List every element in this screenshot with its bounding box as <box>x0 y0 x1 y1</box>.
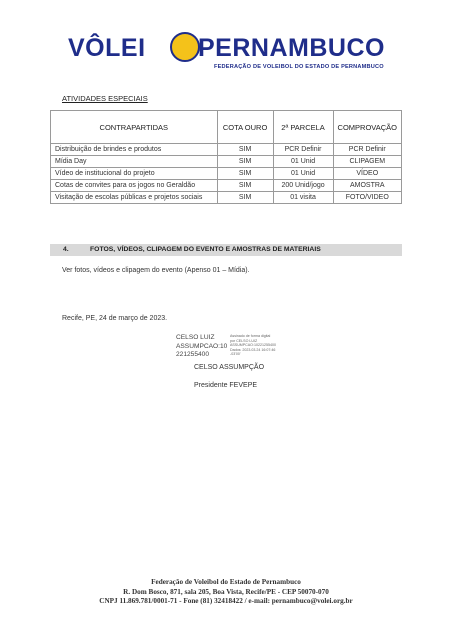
cell: 01 Unid <box>273 156 333 168</box>
table-row <box>51 144 402 156</box>
cell: SIM <box>217 192 273 204</box>
cell: Distribuição de brindes e produtos <box>51 144 218 156</box>
cell: CLIPAGEM <box>333 156 401 168</box>
place-date: Recife, PE, 24 de março de 2023. <box>62 315 168 322</box>
signature-name-line: ASSUMPCAO:10 <box>176 342 228 350</box>
page-footer <box>0 578 452 607</box>
federation-logo <box>62 28 392 76</box>
table-row <box>51 180 402 192</box>
logo-word-pernambuco: PERNAMBUCO <box>198 34 385 62</box>
cell: Visitação de escolas públicas e projetos sociais <box>51 192 218 204</box>
footer-line: CNPJ 11.869.781/0001-71 - Fone (81) 32418422 / e-mail: pernambuco@volei.org.br <box>99 597 353 605</box>
cell: PCR Definir <box>273 144 333 156</box>
signature-name-line: 221255400 <box>176 351 210 358</box>
cell: 01 visita <box>273 192 333 204</box>
cell: SIM <box>217 144 273 156</box>
section-4-title: FOTOS, VÍDEOS, CLIPAGEM DO EVENTO E AMOSTRAS DE MATERIAIS <box>90 246 321 253</box>
signature-meta-line: Dados: 2023.03.24 16:07:46 <box>230 347 276 352</box>
cell: SIM <box>217 168 273 180</box>
signature-meta-line: -03'00' <box>230 352 241 357</box>
signer-role: Presidente FEVEPE <box>194 382 258 389</box>
signature-meta-block <box>230 334 290 357</box>
header-contrapartidas: CONTRAPARTIDAS <box>51 111 218 144</box>
cell: FOTO/VIDEO <box>333 192 401 204</box>
header-cota-ouro: COTA OURO <box>217 111 273 144</box>
section-4-header <box>50 244 402 256</box>
table-row <box>51 192 402 204</box>
footer-line: Federação de Voleibol do Estado de Pernambuco <box>151 578 301 586</box>
body-text: Ver fotos, vídeos e clipagem do evento (Apenso 01 – Mídia). <box>62 267 250 274</box>
volleyball-icon <box>170 32 200 62</box>
section-4-number: 4. <box>63 246 69 253</box>
signature-meta-line: ASSUMPCAO:10221255400 <box>230 343 276 348</box>
cell: 200 Unid/jogo <box>273 180 333 192</box>
table-row <box>51 168 402 180</box>
cell: SIM <box>217 180 273 192</box>
logo-subtitle: FEDERAÇÃO DE VOLEIBOL DO ESTADO DE PERNAMBUCO <box>214 64 384 70</box>
footer-line: R. Dom Bosco, 871, sala 205, Boa Vista, Recife/PE - CEP 50070-070 <box>123 587 329 596</box>
cell: PCR Definir <box>333 144 401 156</box>
signature-name-line: CELSO LUIZ <box>176 334 215 341</box>
cell: AMOSTRA <box>333 180 401 192</box>
signature-name-block <box>176 334 227 360</box>
header-parcela: 2ª PARCELA <box>273 111 333 144</box>
contrapartidas-table <box>50 110 402 204</box>
section-title-atividades: ATIVIDADES ESPECIAIS <box>62 94 148 103</box>
logo-word-volei: VÔLEI <box>68 34 146 62</box>
cell: Vídeo de institucional do projeto <box>51 168 218 180</box>
cell: Mídia Day <box>51 156 218 168</box>
signature-meta-line: Assinado de forma digital <box>230 334 271 338</box>
header-comprovacao: COMPROVAÇÃO <box>333 111 401 144</box>
cell: Cotas de convites para os jogos no Geraldão <box>51 180 218 192</box>
signature-meta-line: por CELSO LUIZ <box>230 338 258 343</box>
cell: 01 Unid <box>273 168 333 180</box>
cell: VÍDEO <box>333 168 401 180</box>
cell: SIM <box>217 156 273 168</box>
table-header-row <box>51 111 402 144</box>
signer-name: CELSO ASSUMPÇÃO <box>194 364 265 371</box>
table-row <box>51 156 402 168</box>
